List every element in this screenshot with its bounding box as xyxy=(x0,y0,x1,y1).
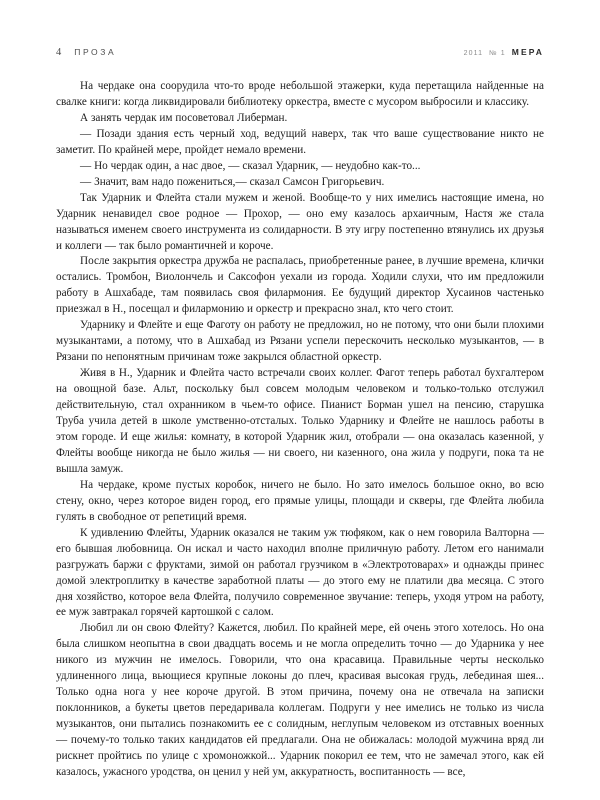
paragraph-dialogue: — Значит, вам надо пожениться,— сказал Самсон Григорьевич. xyxy=(80,175,385,188)
running-head xyxy=(56,47,544,63)
paragraph: Живя в Н., Ударник и Флейта часто встречали своих коллег. Фагот теперь работал бухгалтером на овощной базе. Альт, поскольку был совсем молодым человеком и только-только отслужил действительную, стал охранником в чьем-то офисе. Пианист Борман ушел на пенсию, старушка Труба учила детей в школе умственно-отсталых. Только Ударнику и Флейте не нашлось работы в этом городе. И еще жилья: комнату, в которой Ударник жил, отобрали — она оказалась казенной, у Флейты вообще никогда не было жилья — ни своего, ни казенного, она жила у подруги, пока та не вышла замуж. xyxy=(56,367,544,475)
paragraph: Любил ли он свою Флейту? Кажется, любил. По крайней мере, ей очень этого хотелось. Но она была слишком неопытна в свои двадцать восемь и не могла определить точно — до Ударника у нее никого из мужчин не имелось. Говорили, что она красавица. Правильные черты несколько удлиненного лица, вьющиеся крупные локоны до плеч, красивая высокая грудь, лебединая шея... Только одна нога у нее короче другой. В этом причина, почему она не отвечала на записки поклонников, а букеты цветов передаривала коллегам. Подруги у нее имелись не только из числа музыкантов, они пытались познакомить ее с солидным, неглупым человеком из отставных военных — почему-то только таких кандидатов ей предлагали. Она не обижалась: молодой мужчина вряд ли рискнет пройтись по улице с хромоножкой... Ударник покорил ее тем, что не замечал этого, как ей казалось, ужасного уродства, он ценил у ней ум, аккуратность, воспитанность — все, xyxy=(56,622,544,778)
paragraph: А занять чердак им посоветовал Либерман. xyxy=(80,111,288,124)
paragraph-dialogue: — Позади здания есть черный ход, ведущий наверх, так что ваше существование никто не заметит. По крайней мере, пройдет немало времени. xyxy=(56,127,544,156)
running-head-right xyxy=(464,47,544,57)
issue-year: 2011 xyxy=(463,50,484,57)
paragraph: Ударнику и Флейте и еще Фаготу он работу не предложил, но не потому, что они были плохими музыкантами, а потому, что в Ашхабад из Рязани успели перескочить несколько музыкантов, — в Рязани по непонятным причинам тоже закрылся областной оркестр. xyxy=(56,319,544,364)
paragraph: Так Ударник и Флейта стали мужем и женой. Вообще-то у них имелись настоящие имена, но Ударник ненавидел свое родное — Прохор, — оно ему казалось архаичным, Настя же стала называться именем своего инструмента из солидарности. В эту игру постепенно втянулись их друзья и коллеги — так было романтичней и короче. xyxy=(56,191,544,252)
journal-title: МЕРА xyxy=(511,47,544,57)
paragraph: На чердаке, кроме пустых коробок, ничего не было. Но зато имелось большое окно, во всю стену, окно, через которое виден город, его прямые улицы, площади и скверы, где Флейта любила гулять в свободное от репетиций время. xyxy=(56,478,544,523)
issue-number: № 1 xyxy=(489,50,506,57)
text-column xyxy=(56,79,544,781)
running-head-left xyxy=(56,47,116,58)
page-number: 4 xyxy=(56,47,62,58)
section-rubric: ПРОЗА xyxy=(74,47,117,57)
paragraph-dialogue: — Но чердак один, а нас двое, — сказал Ударник, — неудобно как-то... xyxy=(80,159,421,172)
paragraph: К удивлению Флейты, Ударник оказался не таким уж тюфяком, как о нем говорила Валторна — его бывшая любовница. Он искал и часто находил вполне приличную работу. Летом его нанимали разгружать баржи с фруктами, зимой он работал грузчиком в «Электротоварах» и однажды принес домой электроплитку в качестве заработной платы — до этого ему не платили два месяца. С этого дня хозяйство, которое вела Флейта, получило современное звучание: теперь, уходя утром на работу, ее муж завтракал горячей картошкой с салом. xyxy=(56,526,544,619)
paragraph: После закрытия оркестра дружба не распалась, приобретенные ранее, в лучшие времена, клички остались. Тромбон, Виолончель и Саксофон уехали из города. Ходили слухи, что им предложили работу в Ашхабаде, там появилась своя филармония. Ее будущий директор Хусаинов частенько приезжал в Н., посещал и филармонию и оркестр и прекрасно знал, кто чего стоит. xyxy=(56,255,544,316)
paragraph: На чердаке она соорудила что-то вроде небольшой этажерки, куда перетащила найденные на свалке книги: когда ликвидировали библиотеку оркестра, вместе с мусором выбросили и классику. xyxy=(56,80,544,108)
